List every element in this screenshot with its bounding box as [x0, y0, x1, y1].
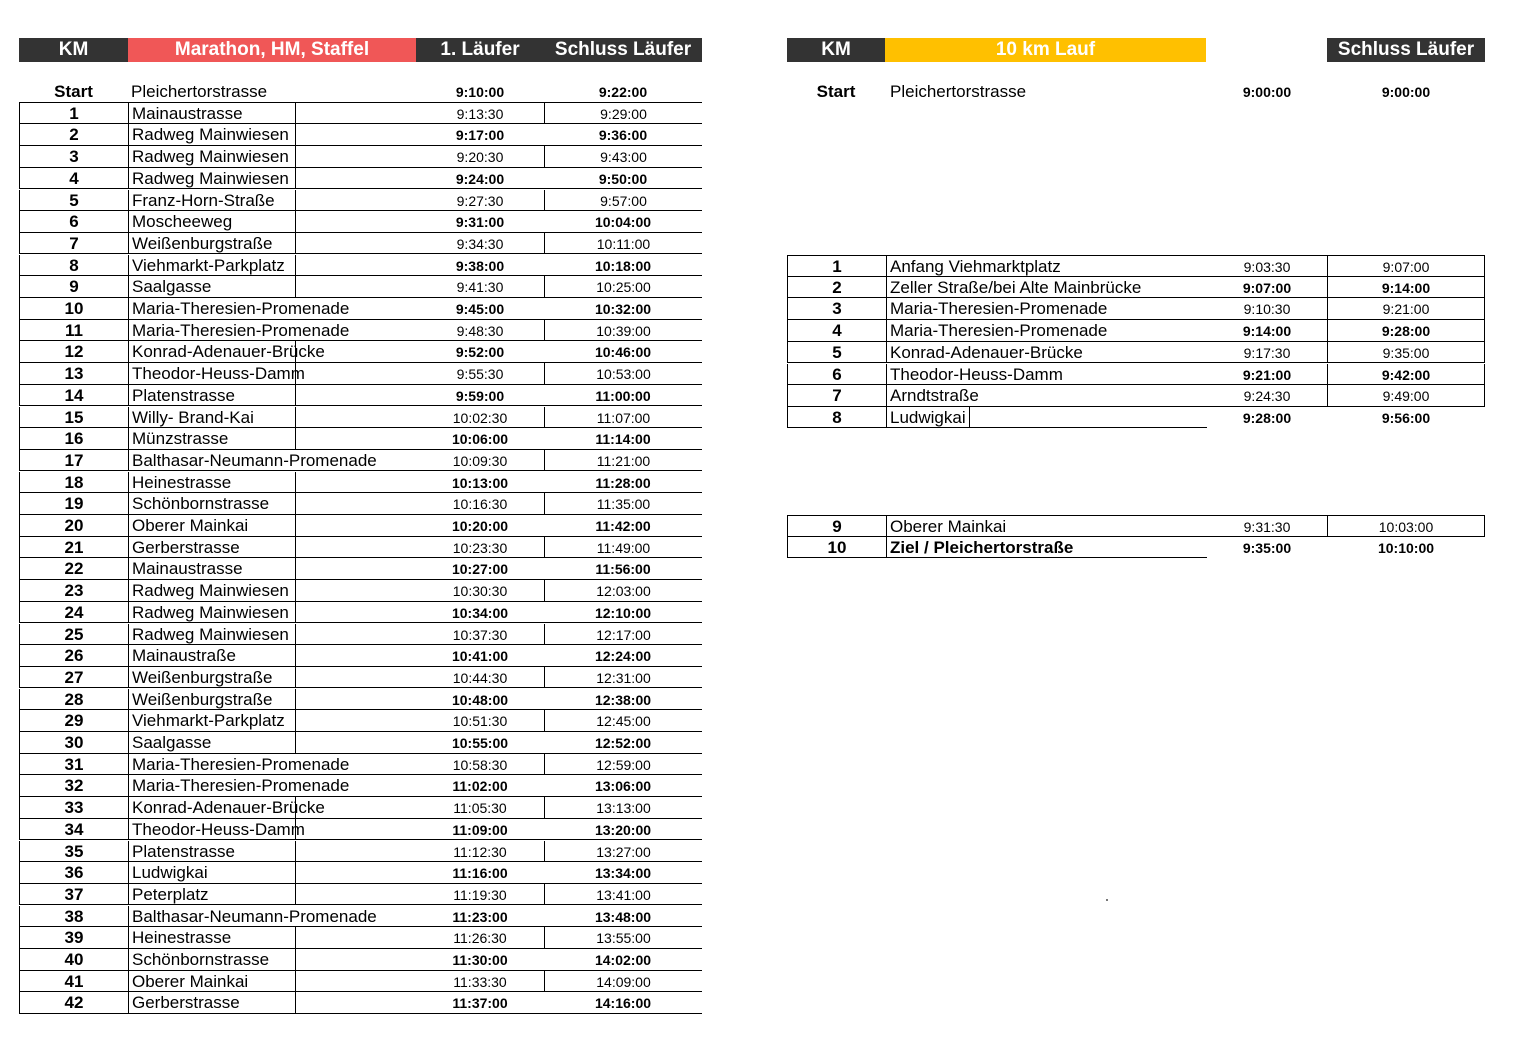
km-cell: 27: [19, 667, 128, 688]
last-runner-time: 13:34:00: [594, 865, 652, 882]
first-runner-time: 9:27:30: [456, 192, 504, 209]
tenk-start-row: [787, 81, 1485, 103]
km-cell: 16: [19, 428, 128, 449]
marathon-row: [19, 884, 702, 906]
location-cell: Ludwigkai: [128, 862, 296, 883]
first-runner-time: 11:33:30: [453, 973, 507, 990]
location-cell: Balthasar-Neumann-Promenade: [128, 450, 435, 471]
first-runner-time: 10:02:30: [452, 409, 508, 426]
marathon-row: [19, 211, 702, 233]
last-runner-time: 14:16:00: [594, 995, 652, 1012]
last-runner-time: 11:56:00: [595, 561, 651, 578]
first-runner-time: 9:17:00: [455, 127, 505, 144]
km-cell: 25: [19, 624, 128, 645]
location-cell: Maria-Theresien-Promenade: [128, 775, 435, 796]
location-cell: Maria-Theresien-Promenade: [886, 320, 1207, 341]
location-cell: Viehmarkt-Parkplatz: [128, 255, 296, 276]
marathon-row: [19, 493, 702, 515]
marathon-row: [19, 428, 702, 450]
last-runner-time: 10:39:00: [544, 320, 702, 341]
marathon-row: [19, 927, 702, 949]
km-cell: 11: [19, 320, 128, 341]
first-runner-time: 10:37:30: [452, 626, 508, 643]
last-runner-time: 13:55:00: [544, 927, 702, 948]
marathon-row: [19, 862, 702, 884]
location-cell: Münzstrasse: [128, 428, 296, 449]
km-cell: 2: [19, 124, 128, 145]
first-runner-time: 9:28:00: [1242, 409, 1292, 426]
last-runner-time: 9:50:00: [598, 170, 648, 187]
last-runner-time: 9:35:00: [1327, 342, 1485, 363]
km-cell: 41: [19, 971, 128, 992]
marathon-row: [19, 385, 702, 407]
km-cell: 28: [19, 689, 128, 710]
marathon-row: [19, 906, 702, 928]
marathon-row: [19, 949, 702, 971]
tenk-row: [787, 407, 1431, 429]
last-runner-time: 11:35:00: [544, 493, 702, 514]
km-cell: 38: [19, 906, 128, 927]
km-cell: 3: [787, 298, 886, 319]
km-cell: 18: [19, 472, 128, 493]
location-cell: Franz-Horn-Straße: [128, 190, 296, 211]
location-cell: Peterplatz: [128, 884, 296, 905]
km-cell: 20: [19, 515, 128, 536]
last-runner-time: 12:10:00: [594, 604, 652, 621]
marathon-row: [19, 558, 702, 580]
first-runner-time: 10:41:00: [451, 648, 509, 665]
tenk-row: [787, 537, 1435, 559]
km-cell: 17: [19, 450, 128, 471]
marathon-row: [19, 645, 702, 667]
marathon-start-row: [19, 81, 702, 103]
last-runner-time: 9:28:00: [1327, 320, 1485, 341]
first-runner-time: 9:38:00: [455, 257, 505, 274]
tenk-row: [787, 298, 1485, 320]
location-cell: Mainaustraße: [128, 645, 296, 666]
marathon-row: [19, 841, 702, 863]
location-cell: Radweg Mainwiesen: [128, 624, 296, 645]
location-cell: Theodor-Heuss-Damm: [128, 363, 296, 384]
km-cell: 39: [19, 927, 128, 948]
last-runner-time: 9:56:00: [1381, 409, 1431, 426]
last-runner-time: 12:24:00: [594, 648, 652, 665]
location-cell: Viehmarkt-Parkplatz: [128, 710, 296, 731]
first-runner-time: 10:51:30: [452, 713, 508, 730]
marathon-header-last-runner: Schluss Läufer: [544, 38, 702, 62]
last-runner-time: 12:31:00: [544, 667, 702, 688]
first-runner-time: 11:23:00: [452, 908, 508, 925]
km-cell: 37: [19, 884, 128, 905]
location-cell: Maria-Theresien-Promenade: [128, 754, 435, 775]
marathon-header-first-runner: 1. Läufer: [416, 38, 544, 62]
last-runner-time: 10:46:00: [594, 344, 652, 361]
last-runner-time: 13:27:00: [544, 841, 702, 862]
location-cell: Oberer Mainkai: [128, 515, 296, 536]
km-cell: 29: [19, 710, 128, 731]
last-runner-time: 9:42:00: [1327, 364, 1485, 385]
first-runner-time: 9:00:00: [1242, 84, 1292, 100]
last-runner-time: 11:28:00: [595, 474, 651, 491]
location-cell: Anfang Viehmarktplatz: [886, 256, 1207, 277]
tenk-row: [787, 255, 1485, 277]
first-runner-time: 10:34:00: [451, 604, 509, 621]
first-runner-time: 9:21:00: [1242, 366, 1292, 383]
first-runner-time: 9:10:00: [455, 84, 505, 100]
location-cell: Konrad-Adenauer-Brücke: [886, 342, 1207, 363]
tenk-row: [787, 320, 1485, 342]
first-runner-time: 10:55:00: [451, 735, 509, 751]
last-runner-time: 12:17:00: [544, 624, 702, 645]
km-cell: 35: [19, 841, 128, 862]
first-runner-time: 9:35:00: [1242, 539, 1292, 556]
first-runner-time: 11:02:00: [452, 778, 508, 795]
km-cell: 6: [19, 211, 128, 232]
first-runner-time: 9:24:30: [1243, 388, 1291, 405]
km-cell: 24: [19, 602, 128, 623]
first-runner-time: 9:07:00: [1242, 279, 1292, 296]
location-cell: Zeller Straße/bei Alte Mainbrücke: [886, 277, 1207, 298]
first-runner-time: 11:19:30: [453, 886, 507, 903]
marathon-row: [19, 190, 702, 212]
location-cell: Maria-Theresien-Promenade: [886, 298, 1207, 319]
location-cell: Moscheeweg: [128, 211, 296, 232]
marathon-row: [19, 819, 702, 841]
marathon-row: [19, 732, 702, 754]
location-cell: Maria-Theresien-Promenade: [128, 298, 435, 319]
first-runner-time: 9:59:00: [455, 387, 505, 404]
location-cell: Ziel / Pleichertorstraße: [886, 537, 1207, 558]
marathon-row: [19, 971, 702, 993]
last-runner-time: 11:00:00: [595, 387, 651, 404]
last-runner-time: 14:02:00: [594, 952, 652, 968]
last-runner-time: 11:42:00: [595, 518, 651, 534]
location-cell: Willy- Brand-Kai: [128, 407, 296, 428]
marathon-row: [19, 537, 702, 559]
last-runner-time: 11:49:00: [544, 537, 702, 558]
first-runner-time: 10:27:00: [451, 561, 509, 578]
last-runner-time: 13:41:00: [544, 884, 702, 905]
last-runner-time: 10:32:00: [594, 301, 652, 317]
location-cell: Platenstrasse: [128, 385, 296, 406]
location-cell: Mainaustrasse: [128, 103, 296, 124]
km-cell: 9: [787, 516, 886, 537]
last-runner-time: 9:57:00: [544, 190, 702, 211]
km-cell: Start: [54, 82, 93, 101]
last-runner-time: 12:45:00: [544, 710, 702, 731]
marathon-header-title: Marathon, HM, Staffel: [128, 38, 416, 62]
marathon-row: [19, 710, 702, 732]
last-runner-time: 10:18:00: [594, 257, 652, 274]
marathon-row: [19, 580, 702, 602]
tenk-row: [787, 385, 1485, 407]
first-runner-time: 10:23:30: [452, 539, 508, 556]
last-runner-time: 12:03:00: [544, 580, 702, 601]
location-cell: Gerberstrasse: [128, 992, 296, 1013]
first-runner-time: 10:06:00: [451, 431, 509, 448]
marathon-row: [19, 775, 702, 797]
km-cell: 12: [19, 341, 128, 362]
first-runner-time: 9:41:30: [456, 279, 504, 296]
marathon-row: [19, 103, 702, 125]
km-cell: 15: [19, 407, 128, 428]
last-runner-time: 13:20:00: [594, 821, 652, 838]
tenk-header-km: KM: [787, 38, 885, 62]
location-cell: Radweg Mainwiesen: [128, 124, 296, 145]
location-cell: Konrad-Adenauer-Brücke: [128, 797, 296, 818]
last-runner-time: 9:29:00: [544, 103, 702, 124]
last-runner-time: 9:22:00: [598, 84, 648, 100]
first-runner-time: 10:58:30: [452, 756, 508, 773]
km-cell: 7: [787, 385, 886, 406]
first-runner-time: 10:44:30: [452, 669, 508, 686]
km-cell: 14: [19, 385, 128, 406]
km-cell: 32: [19, 775, 128, 796]
location-cell: Theodor-Heuss-Damm: [128, 819, 296, 840]
marathon-row: [19, 450, 702, 472]
km-cell: 30: [19, 732, 128, 753]
first-runner-time: 10:30:30: [452, 583, 508, 600]
last-runner-time: 10:04:00: [594, 214, 652, 231]
location-cell: Gerberstrasse: [128, 537, 296, 558]
stray-dot: [1106, 899, 1108, 901]
marathon-row: [19, 255, 702, 277]
last-runner-time: 9:14:00: [1327, 277, 1485, 298]
km-cell: 33: [19, 797, 128, 818]
marathon-row: [19, 754, 702, 776]
km-cell: Start: [816, 82, 856, 101]
first-runner-time: 9:10:30: [1243, 301, 1291, 318]
first-runner-time: 9:20:30: [456, 149, 504, 166]
km-cell: 8: [19, 255, 128, 276]
marathon-row: [19, 472, 702, 494]
last-runner-time: 9:43:00: [544, 146, 702, 167]
location-cell: Konrad-Adenauer-Brücke: [128, 341, 296, 362]
location-cell: Saalgasse: [128, 732, 296, 753]
km-cell: 23: [19, 580, 128, 601]
km-cell: 13: [19, 363, 128, 384]
location-cell: Mainaustrasse: [128, 558, 296, 579]
tenk-row: [787, 277, 1485, 299]
marathon-header-km: KM: [19, 38, 128, 62]
first-runner-time: 11:05:30: [453, 800, 507, 817]
location-cell: Pleichertorstrasse: [131, 82, 268, 101]
marathon-row: [19, 276, 702, 298]
last-runner-time: 9:00:00: [1381, 84, 1431, 100]
marathon-row: [19, 320, 702, 342]
marathon-row: [19, 363, 702, 385]
location-cell: Maria-Theresien-Promenade: [128, 320, 435, 341]
last-runner-time: 10:03:00: [1327, 516, 1485, 537]
last-runner-time: 14:09:00: [544, 971, 702, 992]
first-runner-time: 10:48:00: [451, 691, 509, 708]
last-runner-time: 13:13:00: [544, 797, 702, 818]
last-runner-time: 9:36:00: [598, 127, 648, 144]
marathon-row: [19, 407, 702, 429]
km-cell: 34: [19, 819, 128, 840]
km-cell: 7: [19, 233, 128, 254]
marathon-row: [19, 797, 702, 819]
first-runner-time: 9:24:00: [455, 170, 505, 187]
first-runner-time: 9:31:30: [1243, 519, 1291, 535]
location-cell: Oberer Mainkai: [886, 516, 1207, 537]
km-cell: 31: [19, 754, 128, 775]
km-cell: 40: [19, 949, 128, 970]
last-runner-time: 12:59:00: [544, 754, 702, 775]
location-cell: Weißenburgstraße: [128, 667, 296, 688]
marathon-row: [19, 146, 702, 168]
km-cell: 26: [19, 645, 128, 666]
first-runner-time: 9:34:30: [456, 235, 504, 252]
marathon-row: [19, 298, 702, 320]
first-runner-time: 9:52:00: [455, 344, 505, 361]
location-cell: Weißenburgstraße: [128, 233, 296, 254]
km-cell: 4: [19, 168, 128, 189]
location-cell: Pleichertorstrasse: [890, 82, 1027, 101]
location-cell: Saalgasse: [128, 276, 296, 297]
km-cell: 5: [19, 190, 128, 211]
tenk-row: [787, 515, 1485, 537]
first-runner-time: 9:14:00: [1242, 323, 1292, 340]
first-runner-time: 9:31:00: [455, 214, 505, 231]
last-runner-time: 10:11:00: [544, 233, 702, 254]
tenk-header-last-runner: Schluss Läufer: [1327, 38, 1485, 62]
location-cell: Ludwigkai: [886, 407, 970, 428]
location-cell: Arndtstraße: [886, 385, 1207, 406]
km-cell: 10: [787, 537, 886, 558]
marathon-row: [19, 515, 702, 537]
marathon-row: [19, 124, 702, 146]
tenk-row: [787, 364, 1485, 386]
first-runner-time: 9:13:30: [456, 105, 504, 122]
first-runner-time: 9:45:00: [455, 301, 505, 317]
first-runner-time: 11:12:30: [453, 843, 507, 860]
km-cell: 8: [787, 407, 886, 428]
location-cell: Schönbornstrasse: [128, 493, 296, 514]
last-runner-time: 13:48:00: [594, 908, 652, 925]
last-runner-time: 9:21:00: [1327, 298, 1485, 319]
first-runner-time: 10:20:00: [451, 518, 509, 534]
last-runner-time: 9:07:00: [1327, 256, 1485, 277]
location-cell: Balthasar-Neumann-Promenade: [128, 906, 435, 927]
last-runner-time: 10:53:00: [544, 363, 702, 384]
first-runner-time: 10:16:30: [452, 496, 508, 513]
first-runner-time: 11:09:00: [452, 821, 508, 838]
km-cell: 42: [19, 992, 128, 1013]
km-cell: 36: [19, 862, 128, 883]
location-cell: Heinestrasse: [128, 472, 296, 493]
last-runner-time: 11:21:00: [544, 450, 702, 471]
km-cell: 19: [19, 493, 128, 514]
last-runner-time: 10:25:00: [544, 276, 702, 297]
first-runner-time: 9:17:30: [1243, 344, 1291, 361]
last-runner-time: 11:14:00: [595, 431, 651, 448]
first-runner-time: 11:30:00: [452, 952, 508, 968]
km-cell: 6: [787, 364, 886, 385]
marathon-row: [19, 992, 702, 1014]
location-cell: Heinestrasse: [128, 927, 296, 948]
first-runner-time: 9:03:30: [1243, 259, 1291, 275]
marathon-row: [19, 602, 702, 624]
km-cell: 2: [787, 277, 886, 298]
tenk-header-title: 10 km Lauf: [885, 38, 1206, 62]
marathon-row: [19, 689, 702, 711]
first-runner-time: 11:16:00: [452, 865, 508, 882]
last-runner-time: 9:49:00: [1327, 385, 1485, 406]
location-cell: Schönbornstrasse: [128, 949, 296, 970]
last-runner-time: 12:52:00: [594, 735, 652, 751]
first-runner-time: 10:09:30: [452, 452, 508, 469]
km-cell: 9: [19, 276, 128, 297]
km-cell: 10: [19, 298, 128, 319]
marathon-row: [19, 667, 702, 689]
tenk-row: [787, 342, 1485, 364]
location-cell: Platenstrasse: [128, 841, 296, 862]
first-runner-time: 11:37:00: [452, 995, 508, 1012]
km-cell: 3: [19, 146, 128, 167]
marathon-row: [19, 624, 702, 646]
location-cell: Radweg Mainwiesen: [128, 602, 296, 623]
marathon-row: [19, 168, 702, 190]
last-runner-time: 12:38:00: [594, 691, 652, 708]
km-cell: 1: [787, 256, 886, 277]
location-cell: Radweg Mainwiesen: [128, 580, 296, 601]
marathon-row: [19, 341, 702, 363]
km-cell: 4: [787, 320, 886, 341]
location-cell: Oberer Mainkai: [128, 971, 296, 992]
location-cell: Weißenburgstraße: [128, 689, 296, 710]
last-runner-time: 11:07:00: [544, 407, 702, 428]
first-runner-time: 11:26:30: [453, 930, 507, 947]
location-cell: Radweg Mainwiesen: [128, 168, 296, 189]
km-cell: 21: [19, 537, 128, 558]
km-cell: 1: [19, 103, 128, 124]
location-cell: Radweg Mainwiesen: [128, 146, 296, 167]
marathon-row: [19, 233, 702, 255]
km-cell: 22: [19, 558, 128, 579]
km-cell: 5: [787, 342, 886, 363]
first-runner-time: 9:48:30: [456, 322, 504, 339]
first-runner-time: 9:55:30: [456, 366, 504, 383]
location-cell: Theodor-Heuss-Damm: [886, 364, 1207, 385]
last-runner-time: 13:06:00: [594, 778, 652, 795]
first-runner-time: 10:13:00: [451, 474, 509, 491]
last-runner-time: 10:10:00: [1377, 539, 1435, 556]
